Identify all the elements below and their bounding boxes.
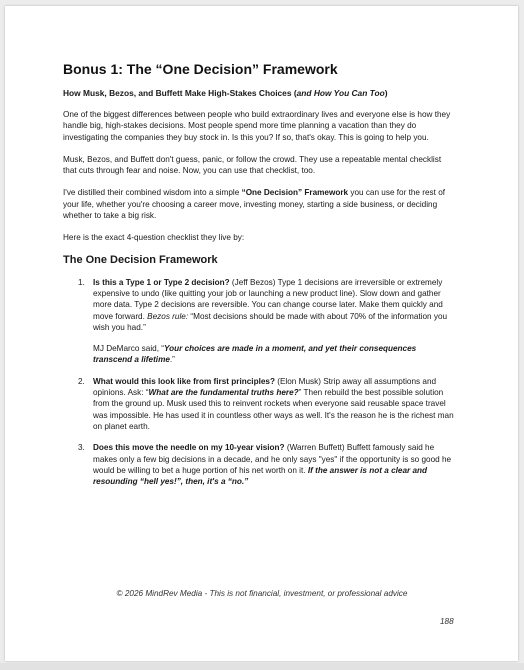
list-item-body (93, 442, 457, 487)
decision-list (63, 277, 457, 488)
list-number: 2. (78, 376, 85, 386)
list-text: “Most decisions should be made with about 70% of the information you wish you had.” (93, 311, 448, 332)
list-item (63, 277, 457, 366)
checklist-intro: Here is the exact 4-question checklist they live by: (63, 233, 245, 243)
list-item (63, 376, 457, 432)
list-question: What would this look like from first principles? (93, 376, 275, 386)
page-footer: © 2026 MindRev Media - This is not financial, investment, or professional advice (116, 589, 408, 598)
list-question: Is this a Type 1 or Type 2 decision? (93, 277, 230, 287)
list-question: Does this move the needle on my 10-year vision? (93, 443, 285, 453)
checklist-paragraph: Musk, Bezos, and Buffett don't guess, panic, or follow the crowd. They use a repeatable mental checklist that cuts through fear and noise. Now, you can use that checklist, too. (63, 154, 442, 176)
list-number: 3. (78, 443, 85, 453)
chapter-heading: Bonus 1: The “One Decision” Framework (63, 61, 338, 77)
list-text: (Jeff Bezos) Type 1 decisions are irreversible or extremely expensive to undo (like quitting your job or launching a new product line). Slow down and gather more data. Type 2 decisions are reversible. You can change course later. Make them quickly and move forward. (93, 277, 443, 321)
subtitle-close: ) (384, 88, 388, 98)
list-item-body (93, 277, 457, 333)
chapter-subtitle (63, 88, 457, 99)
section-title: The One Decision Framework (63, 253, 218, 266)
list-number: 1. (78, 277, 85, 287)
list-italic-label: Bezos rule: (147, 311, 189, 321)
framework-text-before: I've distilled their combined wisdom into a simple (63, 188, 242, 198)
list-text: ” Then rebuild the best possible solution from the ground up. Musk used this to reinvent rockets when everyone said reusable space travel was impossible. He has used it in countless other ways as well. It's the reason he is the richest man on planet earth. (93, 388, 454, 431)
list-emphasis: What are the fundamental truths here? (148, 388, 299, 398)
framework-paragraph (63, 187, 457, 221)
list-text: (Warren Buffett) Buffett famously said he makes only a few big decisions in a decade, and he only says "yes" if the opportunity is so good he would be willing to bet a huge portion of his net worth on it. (93, 443, 452, 475)
list-emphasis: If the answer is not a clear and resounding “hell yes!”, then, it's a “no.” (93, 465, 428, 487)
quote-intro: MJ DeMarco said, “ (93, 344, 164, 354)
intro-paragraph: One of the biggest differences between people who build extraordinary lives and everyone else is how they handle big, high-stakes decisions. Most people spend more time planning a vacation than they do investigating the companies they buy stock in. Is this you? If so, that's okay. This is going to help you. (63, 110, 451, 142)
subtitle-italic: and How You Can Too (296, 88, 385, 98)
quote-block (93, 343, 457, 366)
list-item (63, 442, 457, 487)
list-text: (Elon Musk) Strip away all assumptions and opinions. Ask: “ (93, 376, 437, 398)
framework-name: “One Decision” Framework (241, 188, 349, 198)
framework-text-after: you can use for the rest of your life, whether you're choosing a career move, investing money, starting a side business, or deciding whether to take a big risk. (63, 188, 446, 221)
quote-text: Your choices are made in a moment, and yet their consequences transcend a lifetime (93, 344, 417, 365)
viewer-bottom-edge (0, 663, 524, 670)
page-content (63, 61, 457, 487)
quote-end: .” (169, 355, 175, 365)
list-item-body (93, 376, 457, 432)
page-number: 188 (440, 617, 454, 626)
subtitle-main: How Musk, Bezos, and Buffett Make High-Stakes Choices ( (63, 88, 297, 98)
